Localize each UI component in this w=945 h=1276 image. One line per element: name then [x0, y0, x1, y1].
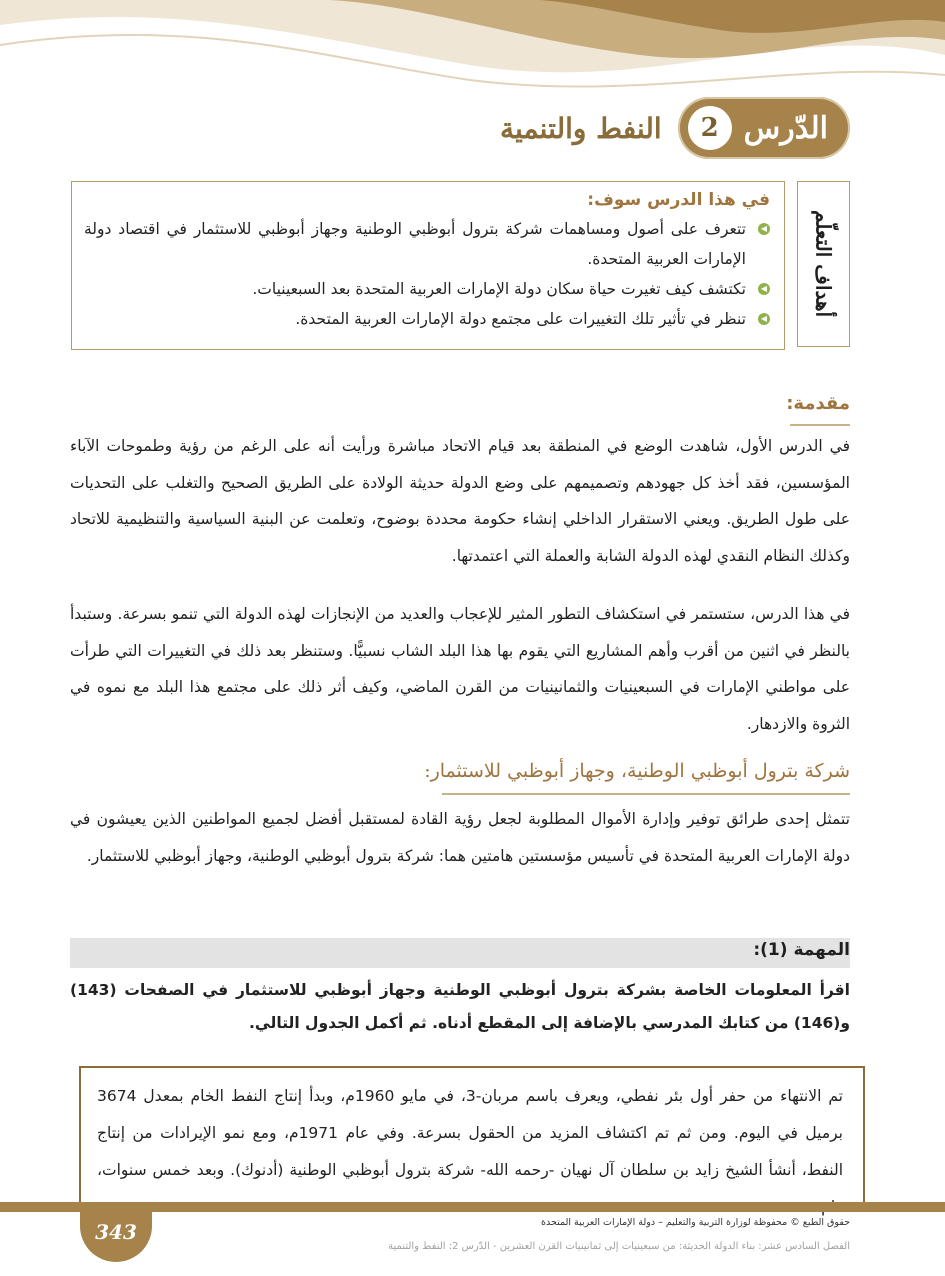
lesson-badge [678, 97, 850, 159]
section-heading-underline [442, 793, 850, 795]
intro-paragraph-2: في هذا الدرس، ستستمر في استكشاف التطور المثير للإعجاب والعديد من الإنجازات لهذه الدولة التي تنمو بسرعة. وستبدأ بالنظر في اثنين من أقرب وأهم المشاريع التي يقوم بها هذا البلد الشاب نسبيًّا. وستنظر بعد ذلك في التغييرات التي طرأت على مواطني الإمارات في السبعينيات والثمانينيات من القرن الماضي، وكيف أثر ذلك على مجتمع هذا البلد مع نموه في الثروة والازدهار. [70, 605, 850, 733]
reading-passage-box [79, 1066, 865, 1206]
page-number-badge [80, 1202, 152, 1262]
arrow-bullet-icon: ◀ [758, 283, 770, 295]
section-paragraph: تتمثل إحدى طرائق توفير وإدارة الأموال المطلوبة لجعل رؤية القادة لمستقبل أفضل لجميع المواطنين الذين يعيشون في دولة الإمارات العربية المتحدة في تأسيس مؤسستين هامتين هما: شركة بترول أبوظبي الوطنية، وجهاز أبوظبي للاستثمار. [70, 810, 850, 865]
objectives-side-text: أهداف التعلّم [811, 210, 836, 318]
footer-chapter-title: الفصل السادس عشر: بناء الدولة الحديثة: من سبعينيات إلى ثمانينيات القرن العشرين - الدّرس 2: النفط والتنمية [388, 1241, 850, 1252]
section-heading: شركة بترول أبوظبي الوطنية، وجهاز أبوظبي للاستثمار: [424, 760, 850, 782]
intro-heading-underline [790, 424, 850, 426]
arrow-bullet-icon: ◀ [758, 313, 770, 325]
objective-item: ◀ تنظر في تأثير تلك التغييرات على مجتمع دولة الإمارات العربية المتحدة. [84, 304, 770, 334]
task-title-bar [70, 938, 850, 968]
objective-item: ◀ تتعرف على أصول ومساهمات شركة بترول أبوظبي الوطنية وجهاز أبوظبي للاستثمار في اقتصاد دولة الإمارات العربية المتحدة. [84, 214, 770, 274]
intro-heading: مقدمة: [786, 393, 850, 414]
objectives-list [84, 214, 770, 334]
intro-paragraph-1: في الدرس الأول، شاهدت الوضع في المنطقة بعد قيام الاتحاد مباشرة ورأيت أنه على الرغم من رؤية وطموحات الآباء المؤسسين، فقد أخذ كل جهودهم وتصميمهم على وضع الدولة حديثة الولادة على الطريق الصحيح والتغلب على التحديات على طول الطريق. ويعني الاستقرار الداخلي إنشاء حكومة محددة بوضوح، وتعلمت عن البنية السياسية والتنظيمية للاتحاد وكذلك النظام النقدي لهذه الدولة الشابة والعملة التي اعتمدتها. [70, 437, 850, 565]
lesson-word: الدّرس [743, 110, 828, 146]
footer-copyright: حقوق الطبع © محفوظة لوزارة التربية والتعليم – دولة الإمارات العربية المتحدة [541, 1217, 850, 1228]
objectives-side-label [797, 181, 850, 347]
task-instructions: اقرأ المعلومات الخاصة بشركة بترول أبوظبي الوطنية وجهاز أبوظبي للاستثمار في الصفحات (143) و(146) من كتابك المدرسي بالإضافة إلى المقطع أدناه. ثم أكمل الجدول التالي. [70, 981, 850, 1032]
lesson-title: النفط والتنمية [500, 111, 662, 145]
task-title: المهمة (1): [753, 940, 850, 960]
objectives-heading: في هذا الدرس سوف: [587, 190, 770, 210]
decorative-header-waves [0, 0, 945, 110]
objectives-box [71, 181, 785, 350]
objective-item: ◀ تكتشف كيف تغيرت حياة سكان دولة الإمارات العربية المتحدة بعد السبعينيات. [84, 274, 770, 304]
lesson-number: 2 [688, 106, 732, 150]
arrow-bullet-icon: ◀ [758, 223, 770, 235]
lesson-header [500, 97, 850, 159]
page-number: 343 [95, 1220, 137, 1244]
reading-passage-text: تم الانتهاء من حفر أول بئر نفطي، ويعرف باسم مربان-3، في مايو 1960م، وبدأ إنتاج النفط الخام بمعدل 3674 برميل في اليوم. ومن ثم تم اكتشاف المزيد من الحقول بسرعة. وفي عام 1971م، ومع نمو الإيرادات من إنتاج النفط، أنشأ الشيخ زايد بن سلطان آل نهيان -رحمه الله- شركة بترول أبوظبي الوطنية (أدنوك). وبعد خمس سنوات، [97, 1087, 843, 1179]
